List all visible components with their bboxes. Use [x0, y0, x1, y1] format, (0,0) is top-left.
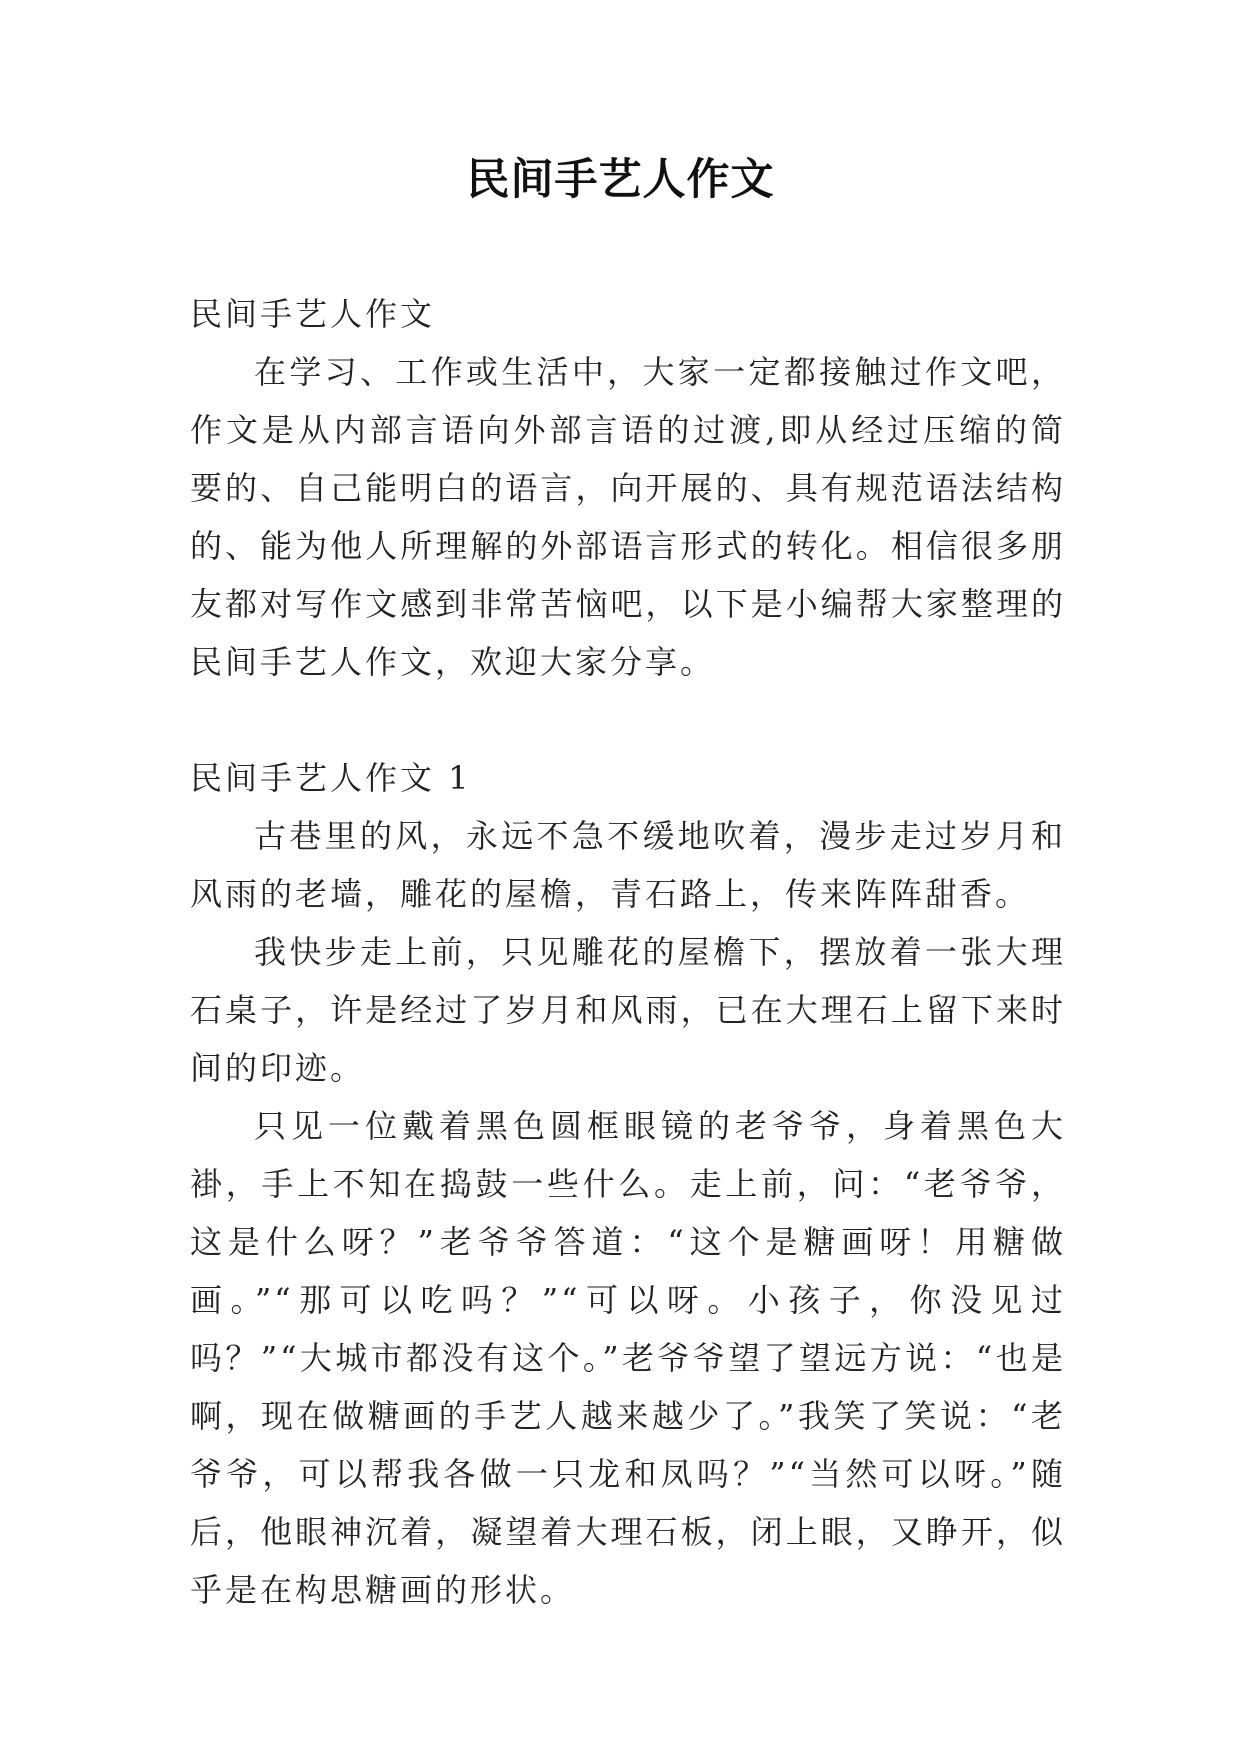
intro-paragraph: 在学习、工作或生活中，大家一定都接触过作文吧，作文是从内部言语向外部言语的过渡,即从经过压缩的简要的、自己能明白的语言，向开展的、具有规范语法结构的、能为他人所理解的外部语言形式的转化。相信很多朋友都对写作文感到非常苦恼吧，以下是小编帮大家整理的民间手艺人作文，欢迎大家分享。 [190, 353, 1066, 681]
document-subtitle: 民间手艺人作文 [190, 295, 436, 333]
document-body [190, 285, 1066, 1619]
section-spacer [190, 691, 1066, 749]
section-heading: 民间手艺人作文 1 [190, 759, 472, 797]
document-title: 民间手艺人作文 [466, 155, 775, 205]
section-paragraph: 古巷里的风，永远不急不缓地吹着，漫步走过岁月和风雨的老墙，雕花的屋檐，青石路上，传来阵阵甜香。 [190, 817, 1066, 913]
section-paragraph: 只见一位戴着黑色圆框眼镜的老爷爷，身着黑色大褂，手上不知在捣鼓一些什么。走上前，问：“老爷爷，这是什么呀？”老爷爷答道：“这个是糖画呀！用糖做画。”“那可以吃吗？”“可以呀。小孩子，你没见过吗？”“大城市都没有这个。”老爷爷望了望远方说：“也是啊，现在做糖画的手艺人越来越少了。”我笑了笑说：“老爷爷，可以帮我各做一只龙和凤吗？”“当然可以呀。”随后，他眼神沉着，凝望着大理石板，闭上眼，又睁开，似乎是在构思糖画的形状。 [190, 1107, 1066, 1609]
section-paragraph: 我快步走上前，只见雕花的屋檐下，摆放着一张大理石桌子，许是经过了岁月和风雨，已在大理石上留下来时间的印迹。 [190, 933, 1066, 1087]
